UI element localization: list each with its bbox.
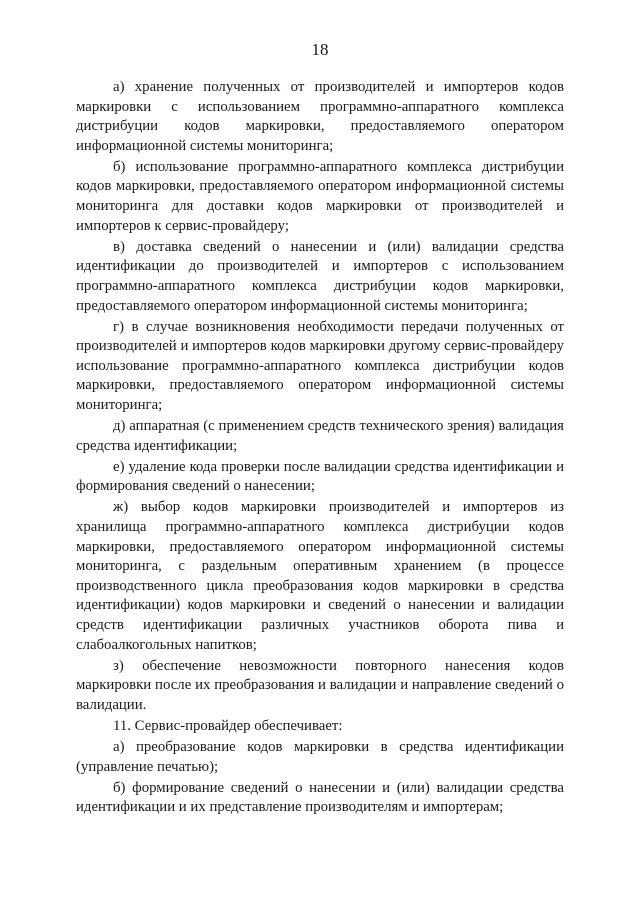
paragraph-text: доставка сведений о нанесении и (или) валидации средства идентификации до производителей и импортеров с использованием программно-аппаратного комплекса дистрибуции кодов маркировки, предоставляемого оператором информационной системы мониторинга; bbox=[76, 238, 564, 314]
paragraph-label: а) bbox=[113, 79, 125, 95]
paragraph-text: удаление кода проверки после валидации средства идентификации и формирования сведений о нанесении; bbox=[76, 458, 564, 495]
section-11-heading bbox=[76, 717, 564, 738]
paragraph-z bbox=[76, 657, 564, 717]
paragraph-text: в случае возникновения необходимости передачи полученных от производителей и импортеров кодов маркировки другому сервис-провайдеру использование программно-аппаратного комплекса дистрибуции кодов маркировки, предоставляемого оператором информационной системы мониторинга; bbox=[76, 318, 565, 413]
paragraph-text: использование программно-аппаратного комплекса дистрибуции кодов маркировки, предоставляемого оператором информационной системы мониторинга для доставки кодов маркировки от производителей и импортеров к сервис-провайдеру; bbox=[76, 158, 564, 234]
paragraph-label: д) bbox=[113, 418, 126, 435]
paragraph-zh bbox=[76, 498, 564, 656]
paragraph-label: а) bbox=[113, 739, 125, 756]
paragraph-label: е) bbox=[113, 458, 125, 475]
document-body bbox=[76, 78, 564, 819]
paragraph-d bbox=[76, 417, 564, 458]
paragraph-text: хранение полученных от производителей и импортеров кодов маркировки с использованием программно-аппаратного комплекса дистрибуции кодов маркировки, предоставляемого оператором информационной системы мониторинга; bbox=[76, 79, 564, 154]
paragraph-label: в) bbox=[113, 238, 125, 255]
paragraph-g bbox=[76, 318, 564, 417]
section-number: 11. bbox=[113, 718, 131, 734]
paragraph-b bbox=[76, 158, 564, 238]
page-number: 18 bbox=[311, 40, 329, 59]
paragraph-a bbox=[76, 78, 564, 158]
paragraph-label: ж) bbox=[113, 499, 129, 516]
paragraph-e bbox=[76, 458, 564, 499]
paragraph-text: Сервис-провайдер обеспечивает: bbox=[134, 718, 343, 734]
paragraph-v bbox=[76, 238, 564, 318]
paragraph-text: преобразование кодов маркировки в средства идентификации (управление печатью); bbox=[76, 739, 564, 775]
paragraph-label: б) bbox=[113, 779, 126, 796]
paragraph-text: формирование сведений о нанесении и (или) валидации средства идентификации и их представление производителям и импортерам; bbox=[76, 779, 564, 816]
paragraph-text: выбор кодов маркировки производителей и импортеров из хранилища программно-аппаратного комплекса дистрибуции кодов маркировки, предоставляемого оператором информационной системы мониторинга, с раздельным оперативным хранением (в процессе производственного цикла преобразования кодов маркировки в средства идентификации) кодов маркировки и сведений о нанесении и валидации средств идентификации различных участников оборота пива и слабоалкогольных напитков; bbox=[76, 499, 565, 653]
paragraph-text: аппаратная (с применением средств технического зрения) валидация средства идентификации; bbox=[76, 418, 564, 454]
paragraph-text: обеспечение невозможности повторного нанесения кодов маркировки после их преобразования и валидации и направление сведений о валидации. bbox=[76, 657, 564, 713]
paragraph-label: г) bbox=[113, 318, 124, 335]
paragraph-label: з) bbox=[113, 657, 124, 674]
paragraph-11-a bbox=[76, 738, 564, 779]
paragraph-11-b bbox=[76, 779, 564, 820]
paragraph-label: б) bbox=[113, 158, 126, 175]
